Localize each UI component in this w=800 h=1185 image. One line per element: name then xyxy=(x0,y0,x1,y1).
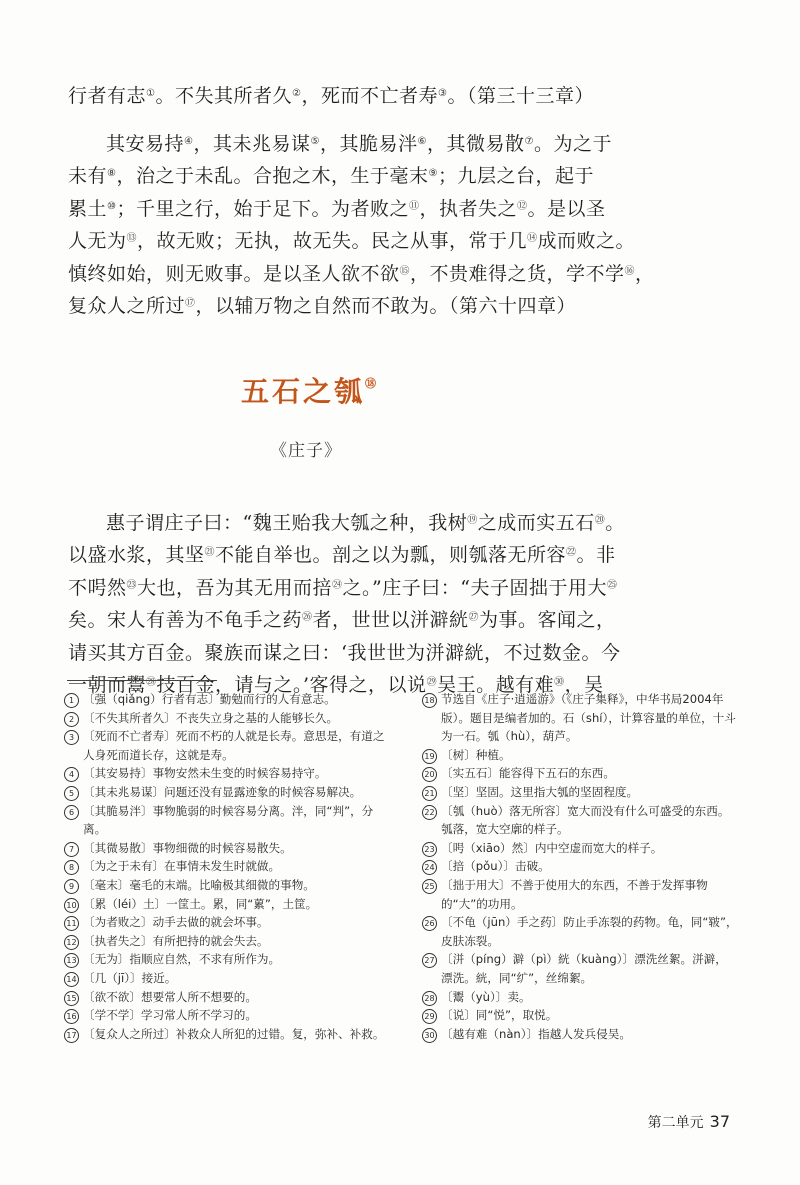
footnote-text: 〔其未兆易谋〕问题还没有显露迹象的时候容易解决。 xyxy=(83,784,362,799)
footnote-number: 9 xyxy=(64,879,79,894)
footnote-text: 〔呺（xiāo）然〕内中空虚而宽大的样子。 xyxy=(441,840,663,855)
text-line: 慎终如始，则无败事。是以圣人欲不欲⑮，不贵难得之货，学不学⑯， xyxy=(68,262,655,285)
title-note-marker: ⑱ xyxy=(365,377,379,390)
footnote-text: 〔掊（pǒu）〕击破。 xyxy=(441,859,550,874)
paragraph-chapter-33 xyxy=(68,80,594,112)
footnote-text: 〔不失其所者久〕不丧失立身之基的人能够长久。 xyxy=(83,710,339,725)
footnote-text: 〔为者败之〕动手去做的就会坏事。 xyxy=(83,915,269,930)
footnote-text: 〔毫末〕毫毛的末端。比喻极其细微的事物。 xyxy=(83,877,315,892)
text-line: 复众人之所过⑰，以辅万物之自然而不敢为。（第六十四章） xyxy=(68,294,577,317)
text-line: 矣。宋人有善为不龟手之药$^㉖$者，世世以洴澼絖$^㉗$为事。客闻之， xyxy=(68,609,616,632)
footnote-number: 11 xyxy=(64,916,79,931)
footnote-text: 〔为之于未有〕在事情未发生时就做。 xyxy=(83,859,281,874)
footnote-item xyxy=(422,857,738,876)
footnote-text: 〔不龟（jūn）手之药〕防止手冻裂的药物。龟，同“皲”，皮肤冻裂。 xyxy=(441,915,738,948)
footnote-text: 〔执者失之〕有所把持的就会失去。 xyxy=(83,933,269,948)
footnote-item xyxy=(64,1006,394,1025)
page-footer xyxy=(648,1112,730,1132)
paragraph-chapter-64 xyxy=(68,128,655,322)
footnote-text: 〔越有难（nàn）〕指越人发兵侵吴。 xyxy=(441,1026,631,1041)
footnote-number: 13 xyxy=(64,953,79,968)
unit-label: 第二单元 xyxy=(647,1115,704,1131)
footnote-number: 6 xyxy=(64,805,79,820)
footnote-text: 〔瓠（huò）落无所容〕宽大而没有什么可盛受的东西。瓠落，宽大空廓的样子。 xyxy=(441,803,730,837)
footnote-item xyxy=(64,709,394,728)
section-title xyxy=(0,370,620,410)
footnote-number: 25 xyxy=(422,879,437,894)
footnotes-right-column xyxy=(422,690,738,1043)
source-attribution: 《庄子》 xyxy=(270,441,342,461)
footnote-number: 15 xyxy=(64,991,79,1006)
text-line: 请买其方百金。聚族而谋之曰：‘我世世为洴澼絖，不过数金。今 xyxy=(68,641,621,664)
footnote-text: 〔洴（píng）澼（pì）絖（kuàng）〕漂洗丝絮。洴澼，漂洗。絖，同“纩”，丝绵絮。 xyxy=(441,952,727,985)
footnote-text: 〔几（jī）〕接近。 xyxy=(83,970,177,985)
footnote-divider xyxy=(67,680,217,681)
footnote-number: 26 xyxy=(422,916,437,931)
footnote-item xyxy=(64,932,394,951)
text-line: 不呺然$^㉓$大也，吾为其无用而掊$^㉔$之。”庄子曰：“夫子固拙于用大$^㉕$ xyxy=(68,576,618,599)
footnote-number: 7 xyxy=(64,842,79,857)
footnote-item xyxy=(422,764,738,783)
footnotes-left-column xyxy=(64,690,394,1043)
footnote-item xyxy=(422,988,738,1007)
footnote-number: 20 xyxy=(422,767,437,782)
footnote-item xyxy=(422,746,738,765)
footnote-item xyxy=(64,876,394,895)
footnote-item xyxy=(422,839,738,858)
footnote-text: 〔其安易持〕事物安然未生变的时候容易持守。 xyxy=(83,766,327,781)
footnote-item xyxy=(64,727,394,764)
footnote-number: 3 xyxy=(64,730,79,745)
footnote-number: 5 xyxy=(64,786,79,801)
footnote-item xyxy=(64,764,394,783)
text-line: 未有⑧，治之于未乱。合抱之木，生于毫末⑨；九层之台，起于 xyxy=(68,165,594,188)
footnote-item xyxy=(64,1025,394,1044)
footnote-item xyxy=(64,895,394,914)
footnote-text: 节选自《庄子·逍遥游》（《庄子集释》，中华书局2004年版）。题目是编者加的。石（shí），计算容量的单位，十斗为一石。瓠（hù），葫芦。 xyxy=(441,692,736,744)
footnote-item xyxy=(422,876,738,913)
footnote-number: 19 xyxy=(422,749,437,764)
footnote-item xyxy=(64,988,394,1007)
footnote-item xyxy=(64,913,394,932)
text-line: 行者有志①。不失其所者久②，死而不亡者寿③。（第三十三章） xyxy=(68,85,594,107)
footnote-text: 〔坚〕坚固。这里指大瓠的坚固程度。 xyxy=(441,784,639,799)
footnote-number: 29 xyxy=(422,1009,437,1024)
footnote-number: 17 xyxy=(64,1028,79,1043)
footnote-number: 16 xyxy=(64,1009,79,1024)
text-line: 以盛水浆，其坚$^㉑$不能自举也。剖之以为瓢，则瓠落无所容$^㉒$。非 xyxy=(68,544,616,567)
footnote-item xyxy=(64,950,394,969)
footnote-number: 30 xyxy=(422,1028,437,1043)
footnote-text: 〔复众人之所过〕补救众人所犯的过错。复，弥补、补救。 xyxy=(83,1026,385,1041)
footnote-item xyxy=(422,913,738,950)
footnote-item xyxy=(64,839,394,858)
footnote-item xyxy=(422,950,738,987)
footnote-item xyxy=(64,969,394,988)
footnote-item xyxy=(422,802,738,839)
footnote-number: 12 xyxy=(64,935,79,950)
footnote-number: 23 xyxy=(422,842,437,857)
text-line: 累土⑩；千里之行，始于足下。为者败之⑪，执者失之⑫。是以圣 xyxy=(68,197,606,220)
footnote-number: 22 xyxy=(422,805,437,820)
footnote-item xyxy=(422,783,738,802)
footnote-number: 2 xyxy=(64,712,79,727)
footnote-text: 〔树〕种植。 xyxy=(441,747,511,762)
footnote-text: 〔说〕同“悦”，取悦。 xyxy=(441,1008,558,1023)
footnote-text: 〔拙于用大〕不善于使用大的东西，不善于发挥事物的“大”的功用。 xyxy=(441,877,708,911)
footnote-number: 24 xyxy=(422,860,437,875)
footnote-number: 18 xyxy=(422,693,437,708)
footnote-number: 21 xyxy=(422,786,437,801)
footnote-number: 8 xyxy=(64,860,79,875)
text-line: 惠子谓庄子曰：“魏王贻我大瓠之种，我树⑲之成而实五石⑳。 xyxy=(106,512,625,534)
text-line: 人无为⑬，故无败；无执，故无失。民之从事，常于几⑭成而败之。 xyxy=(68,230,636,253)
footnote-number: 27 xyxy=(422,953,437,968)
footnote-item xyxy=(422,1025,738,1044)
paragraph-huizi xyxy=(68,507,625,701)
footnote-text: 〔累（léi）土〕一筐土。累，同“蔂”，土筐。 xyxy=(83,896,318,911)
footnote-text: 〔强（qiǎng）行者有志〕勤勉而行的人有意志。 xyxy=(83,692,336,706)
footnote-item xyxy=(64,857,394,876)
footnote-text: 〔死而不亡者寿〕死而不朽的人就是长寿。意思是，有道之人身死而道长存，这就是寿。 xyxy=(83,729,385,762)
footnote-number: 28 xyxy=(422,991,437,1006)
page-number: 37 xyxy=(709,1112,730,1131)
footnote-number: 4 xyxy=(64,767,79,782)
footnote-number: 1 xyxy=(64,693,79,708)
footnote-text: 〔无为〕指顺应自然，不求有所作为。 xyxy=(83,952,281,967)
footnote-item xyxy=(64,690,394,709)
text-line: 其安易持④，其未兆易谋⑤，其脆易泮⑥，其微易散⑦。为之于 xyxy=(106,133,612,155)
footnote-item xyxy=(422,1006,738,1025)
footnote-text: 〔学不学〕学习常人所不学习的。 xyxy=(83,1008,257,1023)
title-text: 五石之瓠 xyxy=(240,375,365,408)
footnote-number: 10 xyxy=(64,898,79,913)
text-line: 一朝而鬻$^㉘$技百金，请与之。’客得之，以说$^㉙$吴王。越有难$^㉚$，吴 xyxy=(68,673,604,696)
footnote-text: 〔鬻（yù）〕卖。 xyxy=(441,989,531,1004)
footnote-text: 〔欲不欲〕想要常人所不想要的。 xyxy=(83,989,257,1004)
footnote-item xyxy=(64,783,394,802)
footnote-number: 14 xyxy=(64,972,79,987)
footnote-text: 〔其脆易泮〕事物脆弱的时候容易分离。泮，同“判”，分离。 xyxy=(83,803,374,837)
footnote-text: 〔其微易散〕事物细微的时候容易散失。 xyxy=(83,840,292,855)
footnote-item xyxy=(422,690,738,746)
footnote-text: 〔实五石〕能容得下五石的东西。 xyxy=(441,766,615,781)
footnote-item xyxy=(64,802,394,839)
